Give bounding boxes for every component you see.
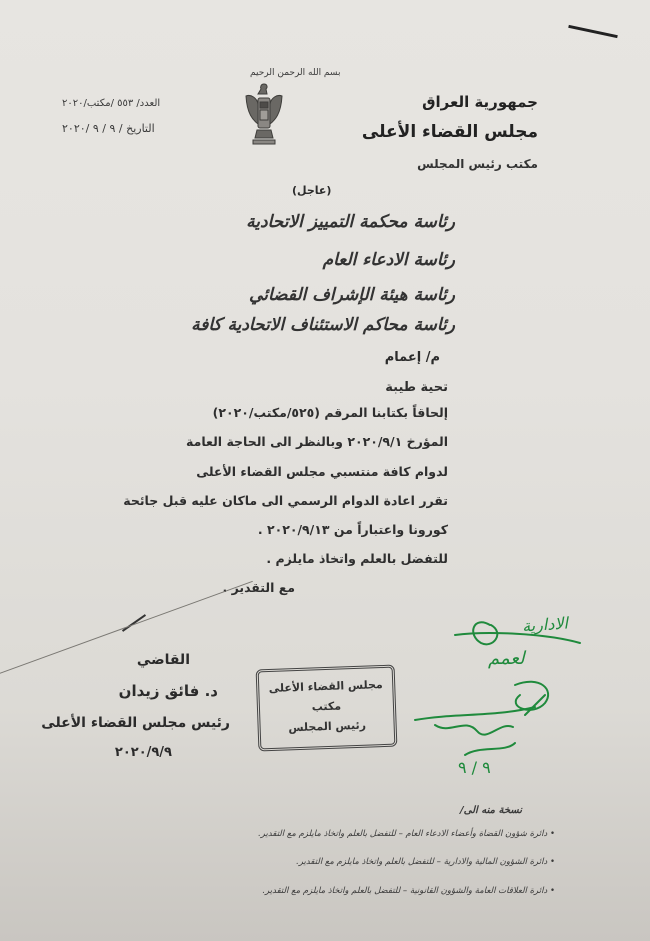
copy-item-1 [258, 829, 555, 839]
body-line-3: لدوام كافة منتسبي مجلس القضاء الأعلى [196, 464, 448, 479]
annotation-line-1: الادارية [521, 613, 569, 636]
body-line-4: تقرر اعادة الدوام الرسمي الى ماكان عليه قبل جائحة [123, 493, 448, 508]
copy-item-3 [262, 886, 555, 896]
reference-date: التاريخ / ٩ / ٩ /٢٠٢٠ [62, 122, 155, 135]
greeting: تحية طيبة [385, 380, 448, 395]
subject-line: م/ إعمام [384, 350, 440, 365]
body-line-1: إلحاقاً بكتابنا المرقم (٥٢٥/مكتب/٢٠٢٠) [212, 405, 448, 420]
signature-name: د. فائق زيدان [118, 682, 218, 700]
urgent-label: (عاجل) [292, 184, 332, 197]
green-signature-scribble [395, 595, 595, 805]
stamp-line-3: رئيس المجلس [288, 718, 367, 735]
office-stamp [256, 665, 398, 752]
annotation-date: ٩ / ٩ [458, 758, 491, 777]
signature-date: ٢٠٢٠/٩/٩ [114, 745, 172, 760]
copy-item-2 [296, 857, 555, 867]
council-name: مجلس القضاء الأعلى [361, 122, 538, 142]
signature-position: رئيس مجلس القضاء الأعلى [41, 715, 230, 731]
country-name: جمهورية العراق [422, 93, 538, 111]
body-line-5: كورونا واعتباراً من ٢٠٢٠/٩/١٣ . [257, 522, 448, 537]
copy-item-2-text: دائرة الشؤون المالية والادارية – للتفضل بالعلم واتخاذ مايلزم مع التقدير. [296, 857, 548, 867]
signature-title: القاضي [136, 652, 190, 668]
bullet-icon: • [547, 829, 555, 839]
recipient-3: رئاسة هيئة الإشراف القضائي [249, 285, 455, 305]
body-line-2: المؤرخ ٢٠٢٠/٩/١ وبالنظر الى الحاجة العامة [186, 434, 448, 449]
reference-number: العدد/ ٥٥٣ /مكتب/٢٠٢٠ [62, 98, 161, 109]
recipient-4: رئاسة محاكم الاستئناف الاتحادية كافة [191, 315, 455, 335]
pen-diagonal-line [0, 581, 253, 681]
basmala: بسم الله الرحمن الرحيم [250, 68, 341, 78]
iraq-eagle-emblem-icon [243, 80, 285, 150]
bullet-icon: • [547, 857, 555, 867]
stamp-line-1: مجلس القضاء الأعلى [268, 678, 383, 695]
closing: مع التقدير . [222, 580, 295, 595]
recipient-1: رئاسة محكمة التمييز الاتحادية [246, 212, 455, 232]
copies-heading: نسخة منه الى/ [459, 805, 522, 816]
bullet-icon: • [547, 886, 555, 896]
annotation-line-2: لعمم [488, 648, 525, 669]
recipient-2: رئاسة الادعاء العام [322, 250, 455, 270]
copy-item-3-text: دائرة العلاقات العامة والشؤون القانونية – للتفضل بالعلم واتخاذ مايلزم مع التقدير. [262, 886, 548, 896]
body-line-6: للتفضل بالعلم واتخاذ مايلزم . [266, 551, 448, 566]
office-name: مكتب رئيس المجلس [417, 157, 538, 171]
copy-item-1-text: دائرة شؤون القضاة وأعضاء الادعاء العام – للتفضل بالعلم واتخاذ مايلزم مع التقدير. [258, 829, 548, 839]
stamp-line-2: مكتب [311, 699, 342, 714]
corner-pen-mark [568, 25, 618, 38]
